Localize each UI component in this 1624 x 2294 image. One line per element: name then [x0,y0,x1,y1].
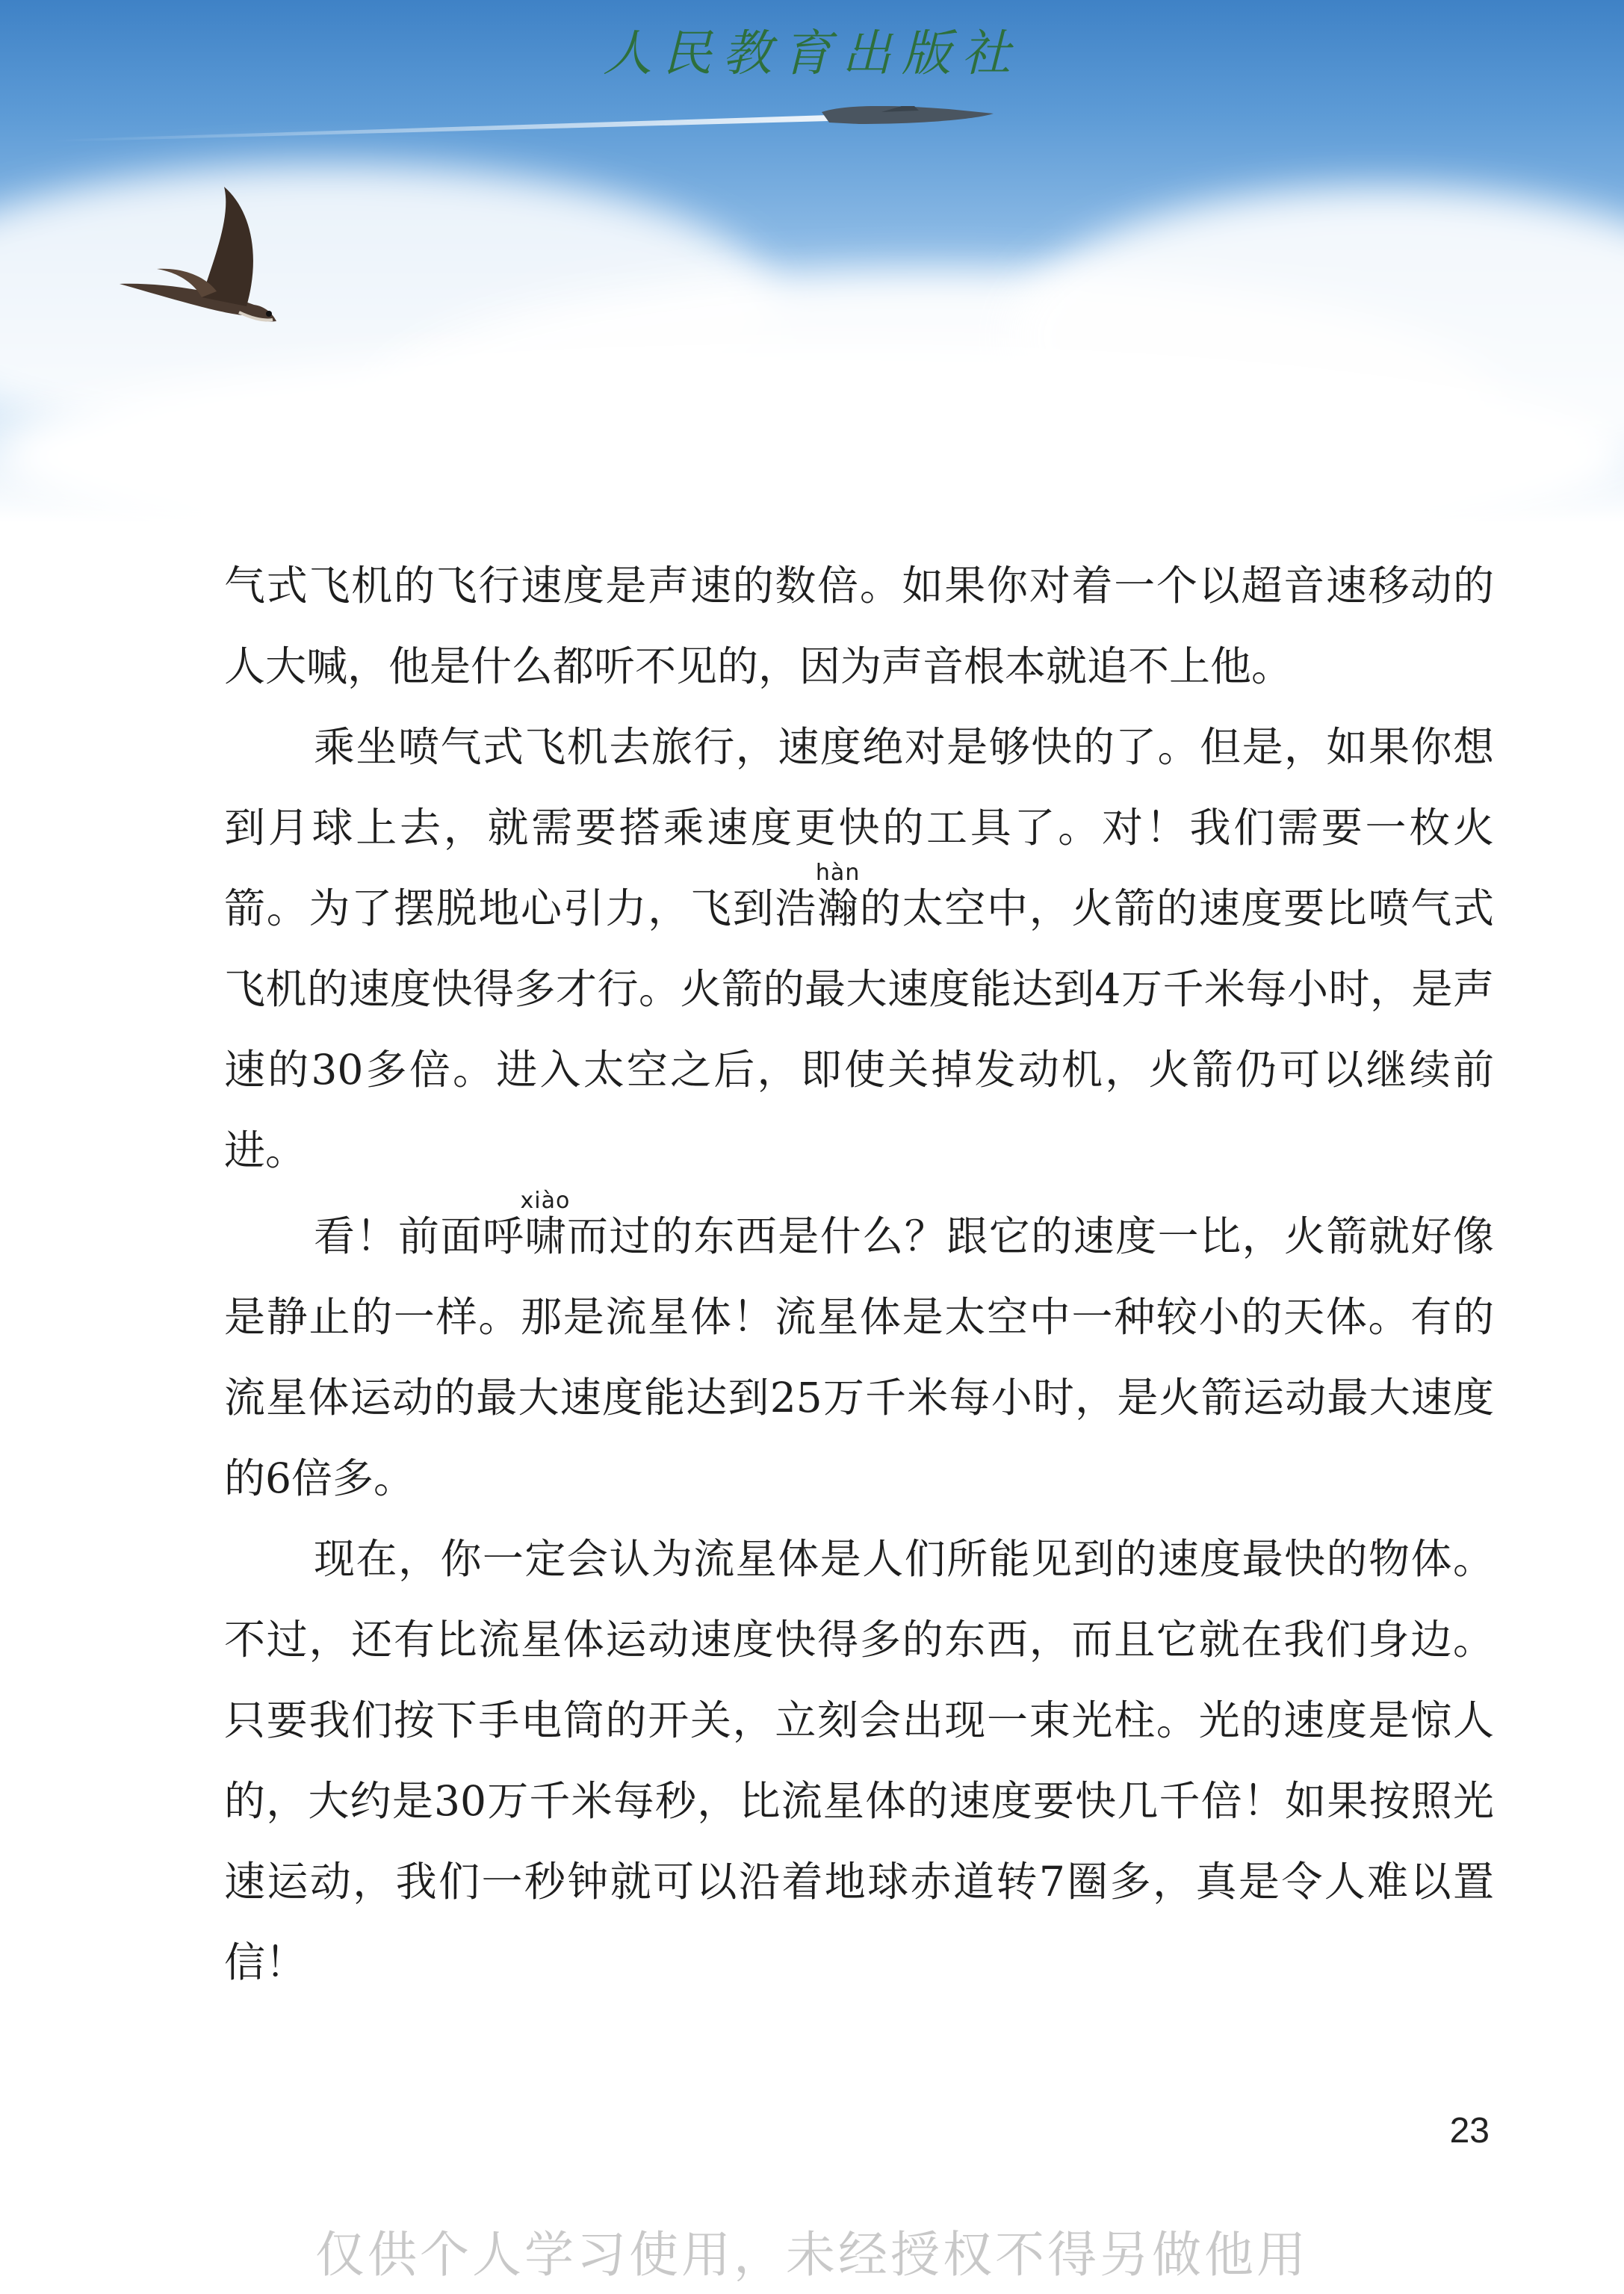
text-run: 看！前面呼 [314,1212,525,1260]
text-run: 的太空中，火箭的速度要比喷气式飞机的速度快得多才行。火箭的最大速度能达到4万千米每小时，是声速的30多倍。进入太空之后，即使关掉发动机，火箭仍可以继续前进。 [224,884,1494,1174]
paragraph [224,1188,1494,1519]
paragraph [224,707,1494,1191]
text-run: 气式飞机的飞行速度是声速的数倍。如果你对着一个以超音速移动的人大喊，他是什么都听不见的，因为声音根本就追不上他。 [224,562,1494,690]
publisher-logo: 人民教育出版社 [603,25,1021,82]
falcon-icon [112,187,291,336]
text-run: 乘坐喷气式飞机去旅行，速度绝对是够快的了。但是，如果你想到月球上去，就需要搭乘速度更快的工具了。对！我们需要一枚火箭。为了摆脱地心引力，飞到浩 [224,723,1494,932]
sky-illustration [0,0,1624,523]
page-number: 23 [1449,2111,1490,2151]
body-text [224,545,1494,2003]
pinyin: xiào [520,1188,571,1214]
paragraph [224,545,1494,707]
jet-icon [52,106,1023,151]
paragraph [224,1519,1494,2003]
pinyin-annotation: 啸xiào [520,1188,571,1260]
pinyin-annotation: 瀚hàn [815,860,861,932]
text-run: 而过的东西是什么？跟它的速度一比，火箭就好像是静止的一样。那是流星体！流星体是太空中一种较小的天体。有的流星体运动的最大速度能达到25万千米每小时，是火箭运动最大速度的6倍多。 [224,1212,1494,1502]
watermark: 仅供个人学习使用，未经授权不得另做他用 [315,2226,1309,2284]
pinyin: hàn [815,860,861,886]
text-run: 现在，你一定会认为流星体是人们所能见到的速度最快的物体。不过，还有比流星体运动速度快得多的东西，而且它就在我们身边。只要我们按下手电筒的开关，立刻会出现一束光柱。光的速度是惊人的，大约是30万千米每秒，比流星体的速度要快几千倍！如果按照光速运动，我们一秒钟就可以沿着地球赤道转7圈多，真是令人难以置信！ [224,1535,1494,1986]
